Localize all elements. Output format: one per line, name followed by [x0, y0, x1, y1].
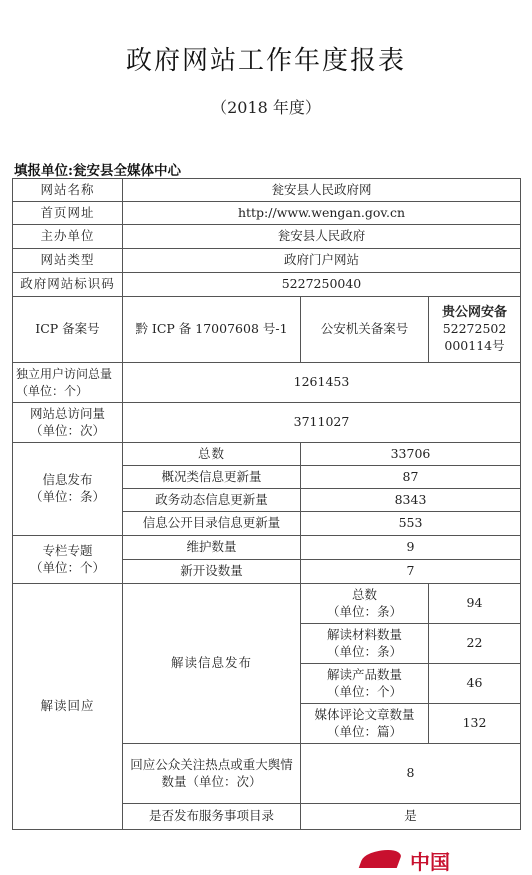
row-sponsor: [13, 225, 521, 249]
row-unique-visitors: [13, 363, 521, 403]
report-year: （2018 年度）: [211, 98, 321, 117]
reporting-unit: 填报单位:瓮安县全媒体中心: [14, 163, 181, 179]
service-catalog-value: 是: [301, 804, 521, 830]
icp-label: ICP 备案号: [13, 297, 123, 363]
response-value: 8: [301, 744, 521, 804]
site-id-label: 政府网站标识码: [13, 273, 123, 297]
police-record-value: [429, 297, 521, 363]
interp-materials-value: 22: [429, 624, 521, 664]
interp-products-name: 解读产品数量: [326, 666, 402, 682]
sponsor-label: 主办单位: [13, 225, 123, 249]
info-overview-value: 87: [301, 466, 521, 489]
row-home-url: [13, 202, 521, 225]
info-disclosure-value: 553: [301, 512, 521, 536]
info-publish-label: [13, 443, 123, 536]
total-visits-label: [13, 403, 123, 443]
icp-value: 黔 ICP 备 17007608 号-1: [123, 297, 301, 363]
info-publish-label-line1: 信息发布: [42, 472, 93, 488]
site-id-value: 5227250040: [123, 273, 521, 297]
info-overview-label: 概况类信息更新量: [123, 466, 301, 489]
watermark-text: 中国: [410, 850, 450, 874]
total-visits-label-line2: （单位：次）: [29, 422, 105, 438]
row-site-id: [13, 273, 521, 297]
interp-media-value: 132: [429, 704, 521, 744]
columns-new-value: 7: [301, 560, 521, 584]
interpretation-label: 解读回应: [13, 584, 123, 830]
interp-total-unit: （单位：条）: [326, 603, 402, 619]
info-publish-label-line2: （单位：条）: [29, 489, 105, 504]
home-url-label: 首页网址: [13, 202, 123, 225]
interp-total-label: [301, 584, 429, 624]
columns-maintained-value: 9: [301, 536, 521, 560]
row-total-visits: [13, 403, 521, 443]
interp-media-label: [301, 704, 429, 744]
info-news-value: 8343: [301, 489, 521, 512]
total-visits-label-line1: 网站总访问量: [29, 405, 105, 421]
sponsor-value: 瓮安县人民政府: [123, 225, 521, 249]
row-icp: [13, 297, 521, 363]
row-site-name: [13, 179, 521, 202]
interp-media-unit: （单位：篇）: [326, 723, 402, 739]
columns-label-line1: 专栏专题: [42, 542, 93, 558]
report-table: [12, 178, 521, 830]
police-record-label: 公安机关备案号: [301, 297, 429, 363]
info-total-value: 33706: [301, 443, 521, 466]
row-site-type: [13, 249, 521, 273]
info-total-label: 总数: [123, 443, 301, 466]
unique-visitors-value: 1261453: [123, 363, 521, 403]
columns-maintained-label: 维护数量: [123, 536, 301, 560]
watermark-logo: [362, 846, 522, 874]
interp-media-name: 媒体评论文章数量: [314, 706, 415, 722]
interp-products-unit: （单位：个）: [326, 683, 402, 699]
service-catalog-label: 是否发布服务事项目录: [123, 804, 301, 830]
columns-new-label: 新开设数量: [123, 560, 301, 584]
total-visits-value: 3711027: [123, 403, 521, 443]
row-info-total: [13, 443, 521, 466]
row-columns-maintained: [13, 536, 521, 560]
site-type-value: 政府门户网站: [123, 249, 521, 273]
response-label: 回应公众关注热点或重大舆情数量（单位：次）: [123, 744, 301, 804]
interp-materials-unit: （单位：条）: [326, 643, 402, 659]
interp-products-label: [301, 664, 429, 704]
interp-products-value: 46: [429, 664, 521, 704]
site-name-value: 瓮安县人民政府网: [123, 179, 521, 202]
police-record-number-1: 52272502: [442, 321, 507, 337]
police-record-prefix: 贵公网安备: [441, 304, 507, 320]
columns-label-line2: （单位：个）: [29, 559, 105, 575]
report-title: 政府网站工作年度报表: [125, 46, 406, 76]
interp-total-name: 总数: [351, 586, 377, 602]
home-url-value: http://www.wengan.gov.cn: [123, 202, 521, 225]
unique-visitors-label: 独立用户访问总量（单位：个）: [13, 363, 123, 403]
interp-total-value: 94: [429, 584, 521, 624]
interp-materials-label: [301, 624, 429, 664]
watermark-shape-icon: [359, 850, 404, 868]
site-name-label: 网站名称: [13, 179, 123, 202]
interp-materials-name: 解读材料数量: [326, 626, 402, 642]
columns-label: [13, 536, 123, 584]
interpretation-publish-label: 解读信息发布: [123, 584, 301, 744]
site-type-label: 网站类型: [13, 249, 123, 273]
info-disclosure-label: 信息公开目录信息更新量: [123, 512, 301, 536]
police-record-number-2: 000114号: [444, 338, 505, 354]
info-news-label: 政务动态信息更新量: [123, 489, 301, 512]
row-interp-total: [13, 584, 521, 624]
